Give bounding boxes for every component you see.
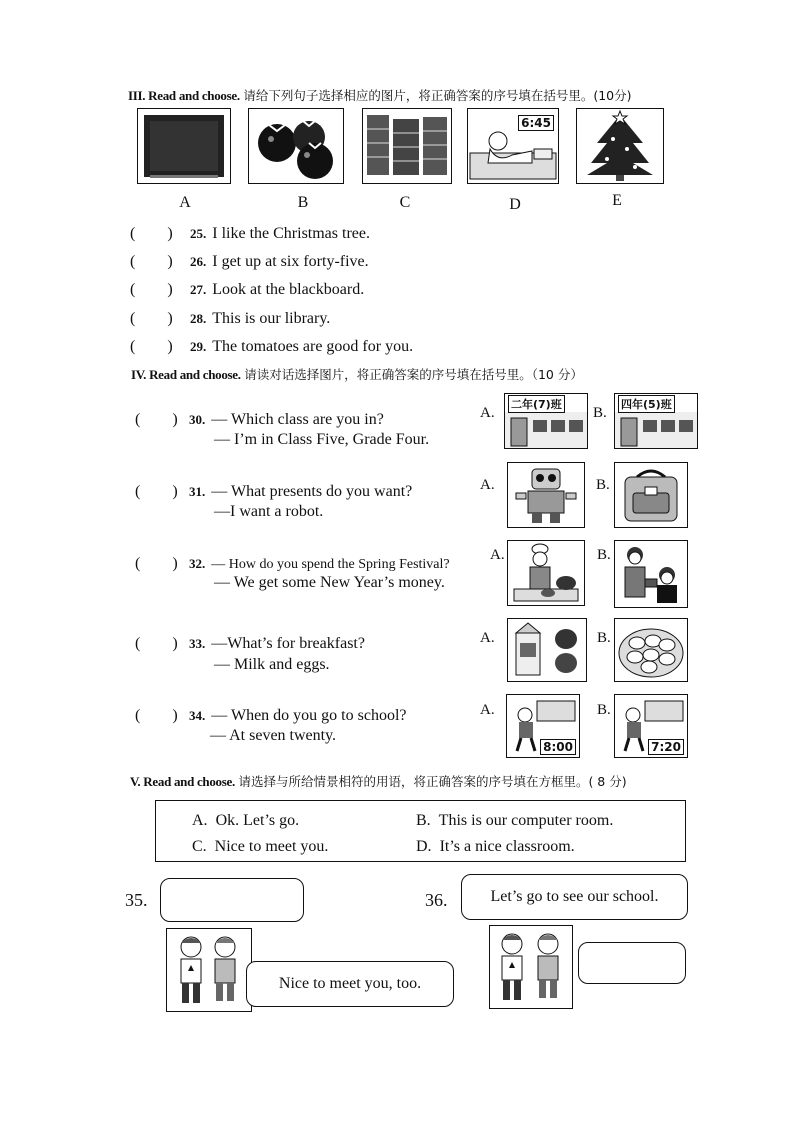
clock-time-label: 6:45 [518, 115, 554, 131]
time-label-b: 7:20 [648, 739, 684, 755]
question-text: The tomatoes are good for you. [212, 338, 414, 355]
option-text: This is our computer room. [438, 812, 614, 829]
section-4-title-cn: 请读对话选择图片，将正确答案的序号填在括号里。（10 分） [244, 367, 583, 382]
q33-picture-b-dumplings [614, 618, 688, 682]
question-text: This is our library. [212, 310, 331, 327]
answer-blank[interactable]: ( ) [130, 310, 173, 327]
option-letter: C. [192, 838, 207, 855]
dialogue-line-2: — We get some New Year’s money. [214, 574, 445, 591]
dialogue-line-2: — I’m in Class Five, Grade Four. [214, 431, 430, 448]
option-letter: A. [192, 812, 208, 829]
picture-letter-c: C [399, 194, 411, 211]
q30-picture-b-classroom [614, 393, 698, 449]
option-text: Ok. Let’s go. [215, 812, 300, 829]
option-text: It’s a nice classroom. [439, 838, 575, 855]
option-a-label: A. [480, 477, 495, 493]
question-text: Look at the blackboard. [212, 281, 365, 298]
dialogue-line-1: —What’s for breakfast? [211, 635, 365, 652]
picture-b-tomatoes [248, 108, 344, 184]
question-29 [130, 333, 413, 356]
option-b [416, 812, 613, 830]
picture-d-wake-up [467, 108, 559, 184]
q35-picture-two-boys [166, 928, 252, 1012]
question-number: 31. [189, 484, 206, 499]
picture-letter-d: D [509, 196, 521, 213]
question-number: 29. [190, 339, 207, 354]
question-32 [135, 550, 450, 573]
question-number: 34. [189, 708, 206, 723]
option-b-label: B. [593, 405, 607, 421]
picture-a-blackboard [137, 108, 231, 184]
answer-blank[interactable]: ( ) [130, 253, 173, 270]
dialogue-line-1: — What presents do you want? [211, 483, 413, 500]
time-label-a: 8:00 [540, 739, 576, 755]
question-number: 28. [190, 311, 207, 326]
picture-letter-a: A [179, 194, 191, 211]
option-a-label: A. [480, 702, 495, 718]
section-5-title-en: V. Read and choose. [130, 774, 235, 789]
q31-picture-b-schoolbag [614, 462, 688, 528]
class-sign-b: 四年(5)班 [618, 395, 675, 413]
option-b-label: B. [597, 630, 611, 646]
question-26 [130, 248, 369, 271]
question-34 [135, 702, 406, 725]
question-25 [130, 220, 370, 243]
q33-picture-a-milk-eggs [507, 618, 587, 682]
question-35-number: 35. [125, 890, 148, 910]
option-a-label: A. [480, 630, 495, 646]
answer-blank[interactable]: ( ) [130, 338, 173, 355]
dialogue-line-2: — Milk and eggs. [214, 656, 330, 673]
question-number: 25. [190, 226, 207, 241]
question-36-number: 36. [425, 890, 448, 910]
picture-c-library [362, 108, 452, 184]
question-number: 27. [190, 282, 207, 297]
q34-picture-a-going-to-school [506, 694, 580, 758]
q30-picture-a-classroom [504, 393, 588, 449]
question-text: I like the Christmas tree. [212, 225, 370, 242]
option-text: Nice to meet you. [214, 838, 329, 855]
option-c [192, 838, 328, 856]
q36-picture-two-boys [489, 925, 573, 1009]
option-b-label: B. [596, 477, 610, 493]
section-4-title [131, 365, 583, 384]
dialogue-line-2: —I want a robot. [214, 503, 324, 520]
answer-blank[interactable]: ( ) [130, 281, 173, 298]
question-number: 30. [189, 412, 206, 427]
option-letter: B. [416, 812, 431, 829]
dialogue-line-1: — Which class are you in? [211, 411, 384, 428]
q34-picture-b-going-to-school [614, 694, 688, 758]
question-31 [135, 478, 412, 501]
q35-reply-bubble: Nice to meet you, too. [246, 961, 454, 1007]
answer-blank[interactable]: ( ) [135, 483, 178, 500]
option-a-label: A. [480, 405, 495, 421]
dialogue-line-1: — How do you spend the Spring Festival? [211, 557, 450, 572]
question-number: 26. [190, 254, 207, 269]
picture-letter-b: B [297, 194, 309, 211]
q35-answer-bubble[interactable] [160, 878, 304, 922]
answer-blank[interactable]: ( ) [135, 707, 178, 724]
section-4-title-en: IV. Read and choose. [131, 367, 241, 382]
question-number: 33. [189, 636, 206, 651]
answer-blank[interactable]: ( ) [135, 555, 178, 572]
section-3-title [128, 86, 631, 105]
dialogue-line-2: — At seven twenty. [210, 727, 337, 744]
question-30 [135, 406, 384, 429]
question-text: I get up at six forty-five. [212, 253, 369, 270]
q32-picture-b-red-packet [614, 540, 688, 608]
answer-blank[interactable]: ( ) [135, 411, 178, 428]
picture-letter-e: E [612, 192, 622, 209]
section-5-title [130, 772, 627, 791]
option-letter: D. [416, 838, 432, 855]
option-a-label: A. [490, 547, 505, 563]
q36-answer-bubble[interactable] [578, 942, 686, 984]
option-d [416, 838, 575, 856]
picture-e-christmas-tree [576, 108, 664, 184]
option-b-label: B. [597, 702, 611, 718]
q31-picture-a-robot [507, 462, 585, 528]
q32-picture-a-cooking [507, 540, 585, 606]
section-5-title-cn: 请选择与所给情景相符的用语，将正确答案的序号填在方框里。( 8 分) [238, 774, 627, 789]
section-3-title-en: III. Read and choose. [128, 88, 240, 103]
question-number: 32. [189, 556, 206, 571]
class-sign-a: 二年(7)班 [508, 395, 565, 413]
option-b-label: B. [597, 547, 611, 563]
dialogue-line-1: — When do you go to school? [211, 707, 407, 724]
question-28 [130, 305, 330, 328]
question-33 [135, 630, 365, 653]
option-a [192, 812, 299, 830]
question-27 [130, 276, 364, 299]
q36-prompt-bubble: Let’s go to see our school. [461, 874, 688, 920]
section-3-title-cn: 请给下列句子选择相应的图片，将正确答案的序号填在括号里。(10分) [243, 88, 632, 103]
answer-blank[interactable]: ( ) [135, 635, 178, 652]
answer-blank[interactable]: ( ) [130, 225, 173, 242]
